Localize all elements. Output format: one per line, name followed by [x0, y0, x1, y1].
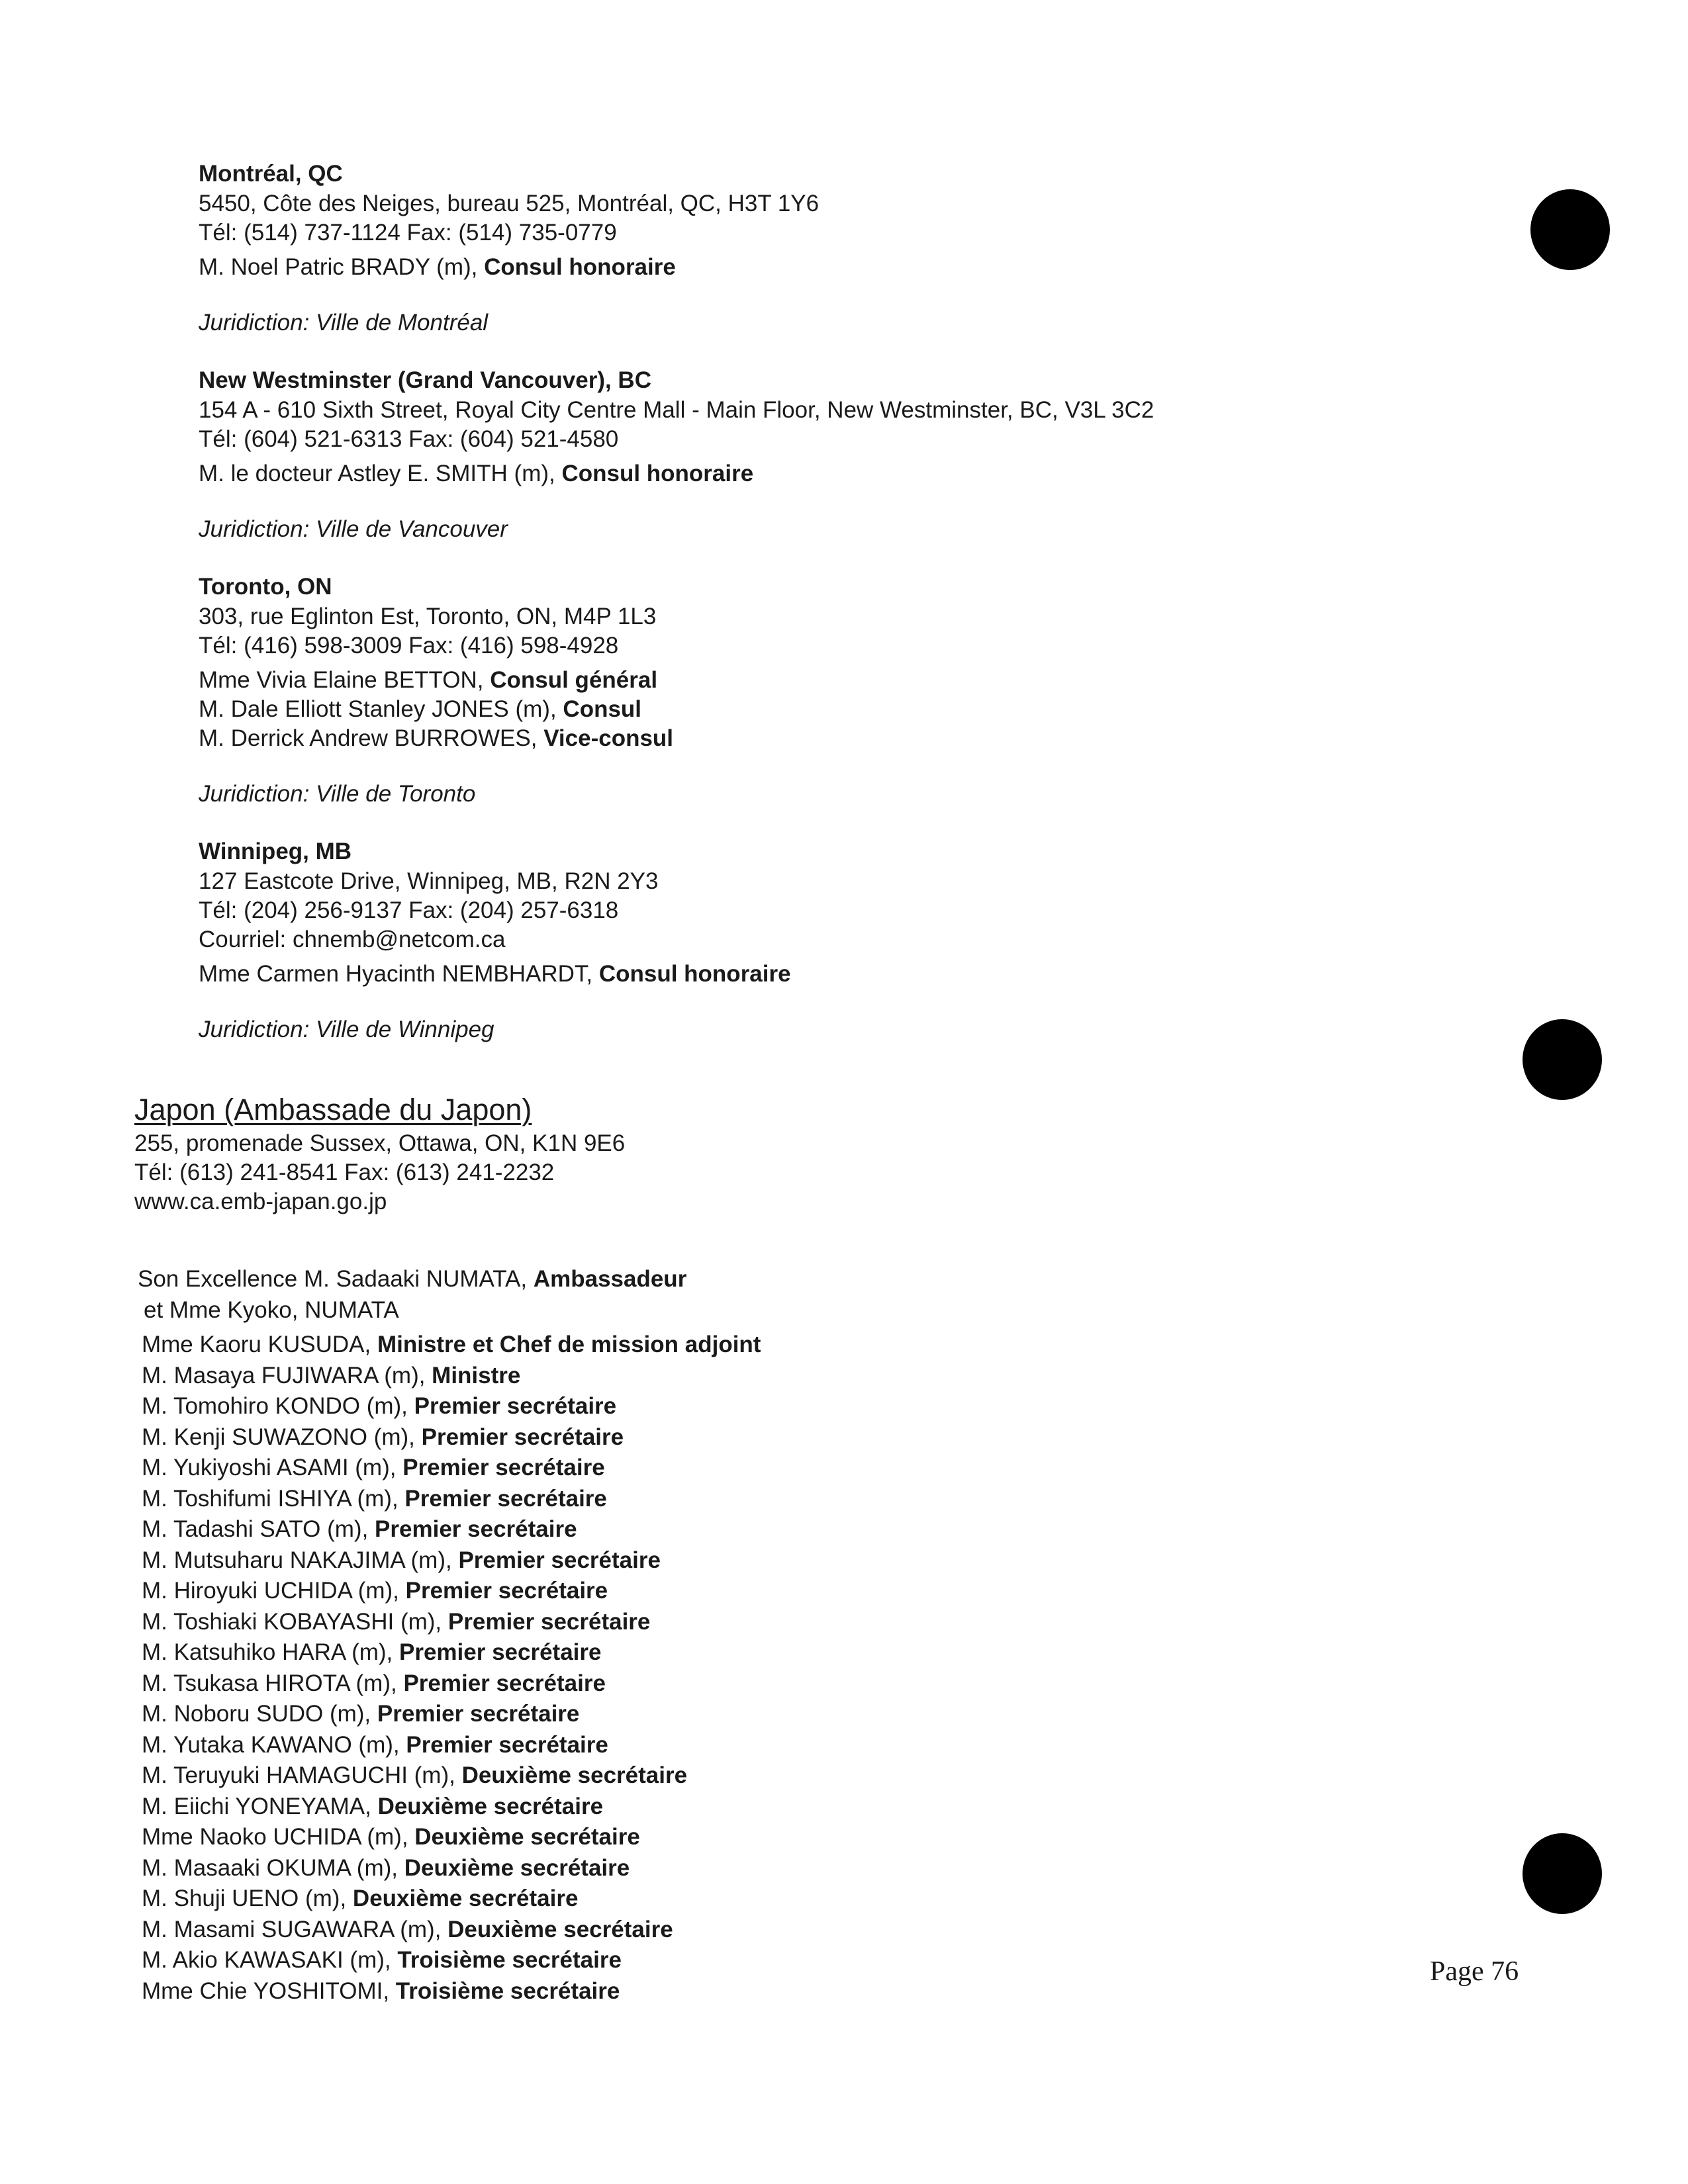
person-name: M. Hiroyuki UCHIDA (m), — [142, 1578, 406, 1604]
consulate-new-westminster — [199, 365, 1456, 544]
consulate-list — [199, 159, 1456, 1072]
staff-member — [134, 1545, 1392, 1576]
ambassador-spouse: et Mme Kyoko, NUMATA — [144, 1297, 399, 1323]
person-title: Vice-consul — [543, 725, 674, 751]
person-title: Premier secrétaire — [414, 1393, 617, 1419]
person-name: M. Tsukasa HIROTA (m), — [142, 1670, 404, 1696]
embassy-staff-list — [134, 1264, 1392, 2007]
consulate-winnipeg — [199, 837, 1456, 1044]
person-entry — [199, 459, 1456, 488]
person-title: Premier secrétaire — [402, 1455, 605, 1480]
person-title: Premier secrétaire — [377, 1701, 580, 1727]
person-name: M. Yutaka KAWANO (m), — [142, 1731, 406, 1758]
person-title: Deuxième secrétaire — [404, 1854, 630, 1881]
staff-member — [134, 1484, 1392, 1515]
staff-member — [134, 1699, 1392, 1730]
office-email: Courriel: chnemb@netcom.ca — [199, 927, 506, 952]
staff-member — [134, 1330, 1392, 1361]
person-entry — [199, 695, 1456, 724]
person-name: M. Tadashi SATO (m), — [142, 1516, 375, 1542]
embassy-japan — [134, 1091, 1392, 2007]
staff-member — [134, 1945, 1392, 1976]
office-address: 154 A - 610 Sixth Street, Royal City Centre Mall - Main Floor, New Westminster, BC, V3L 3C2 — [199, 397, 1154, 423]
person-name: Mme Naoko UCHIDA (m), — [142, 1824, 415, 1850]
binder-hole-icon — [1523, 1833, 1602, 1914]
person-title: Ambassadeur — [533, 1266, 687, 1292]
person-name: M. Kenji SUWAZONO (m), — [142, 1424, 422, 1450]
person-name: M. Dale Elliott Stanley JONES (m), — [199, 696, 563, 722]
staff-member — [134, 1453, 1392, 1484]
office-city: Toronto, ON — [199, 574, 332, 600]
binder-hole-icon — [1530, 189, 1610, 270]
person-title: Premier secrétaire — [403, 1670, 606, 1696]
person-title: Consul honoraire — [561, 461, 754, 486]
person-title: Troisième secrétaire — [395, 1978, 620, 2004]
person-title: Premier secrétaire — [421, 1424, 624, 1450]
office-jurisdiction: Juridiction: Ville de Montréal — [199, 310, 489, 336]
staff-member — [134, 1853, 1392, 1884]
person-title: Deuxième secrétaire — [461, 1762, 688, 1788]
office-jurisdiction: Juridiction: Ville de Toronto — [199, 781, 476, 807]
office-address: 127 Eastcote Drive, Winnipeg, MB, R2N 2Y3 — [199, 868, 659, 894]
staff-member — [134, 1607, 1392, 1638]
person-name: Mme Vivia Elaine BETTON, — [199, 667, 491, 693]
person-name: M. Eiichi YONEYAMA, — [142, 1793, 378, 1819]
staff-member — [134, 1760, 1392, 1792]
person-entry — [199, 960, 1456, 989]
person-name: M. Noel Patric BRADY (m), — [199, 254, 485, 280]
staff-member — [134, 1514, 1392, 1545]
person-title: Consul honoraire — [484, 254, 676, 280]
embassy-address: 255, promenade Sussex, Ottawa, ON, K1N 9E6 — [134, 1130, 626, 1156]
office-jurisdiction: Juridiction: Ville de Winnipeg — [199, 1017, 494, 1042]
person-title: Deuxième secrétaire — [377, 1793, 604, 1819]
staff-member — [134, 1361, 1392, 1392]
staff-member — [134, 1576, 1392, 1607]
embassy-website: www.ca.emb-japan.go.jp — [134, 1189, 387, 1214]
person-entry — [199, 666, 1456, 695]
office-address: 303, rue Eglinton Est, Toronto, ON, M4P 1L3 — [199, 604, 657, 629]
office-phone: Tél: (604) 521-6313 Fax: (604) 521-4580 — [199, 426, 619, 452]
person-title: Premier secrétaire — [375, 1516, 577, 1542]
staff-member — [134, 1976, 1392, 2007]
staff-member — [134, 1637, 1392, 1668]
person-name: M. Yukiyoshi ASAMI (m), — [142, 1455, 403, 1480]
staff-member — [134, 1391, 1392, 1422]
person-name: M. Toshiaki KOBAYASHI (m), — [142, 1608, 448, 1635]
person-title: Premier secrétaire — [404, 1485, 607, 1512]
person-title: Premier secrétaire — [399, 1639, 602, 1665]
office-city: New Westminster (Grand Vancouver), BC — [199, 367, 651, 393]
person-name: M. Masami SUGAWARA (m), — [142, 1916, 448, 1942]
office-city: Winnipeg, MB — [199, 839, 352, 864]
office-city: Montréal, QC — [199, 161, 343, 187]
ambassador-entry — [134, 1264, 1392, 1295]
staff-member — [134, 1915, 1392, 1946]
person-name: M. Katsuhiko HARA (m), — [142, 1639, 399, 1665]
consulate-montreal — [199, 159, 1456, 338]
person-name: M. Masaaki OKUMA (m), — [142, 1854, 404, 1881]
person-title: Deuxième secrétaire — [352, 1886, 579, 1911]
person-title: Premier secrétaire — [447, 1608, 651, 1635]
person-entry — [199, 724, 1456, 753]
office-address: 5450, Côte des Neiges, bureau 525, Montréal, QC, H3T 1Y6 — [199, 191, 820, 216]
person-title: Premier secrétaire — [405, 1578, 608, 1604]
embassy-phone: Tél: (613) 241-8541 Fax: (613) 241-2232 — [134, 1160, 555, 1185]
person-name: M. Akio KAWASAKI (m), — [142, 1947, 398, 1973]
staff-member — [134, 1822, 1392, 1853]
person-name: Mme Kaoru KUSUDA, — [142, 1332, 377, 1357]
person-title: Consul — [563, 696, 642, 722]
person-name: M. le docteur Astley E. SMITH (m), — [199, 461, 562, 486]
person-name: Son Excellence M. Sadaaki NUMATA, — [138, 1266, 534, 1292]
person-name: M. Shuji UENO (m), — [142, 1886, 353, 1911]
office-phone: Tél: (514) 737-1124 Fax: (514) 735-0779 — [199, 220, 617, 246]
office-phone: Tél: (204) 256-9137 Fax: (204) 257-6318 — [199, 897, 619, 923]
person-title: Consul honoraire — [598, 961, 791, 987]
person-name: M. Masaya FUJIWARA (m), — [142, 1362, 432, 1388]
person-title: Deuxième secrétaire — [447, 1916, 673, 1942]
person-title: Consul général — [490, 667, 658, 693]
embassy-contact — [134, 1129, 1392, 1216]
staff-member — [134, 1668, 1392, 1700]
staff-member — [134, 1730, 1392, 1761]
person-name: M. Noboru SUDO (m), — [142, 1701, 377, 1727]
person-name: M. Tomohiro KONDO (m), — [142, 1393, 414, 1419]
page-number: Page 76 — [1430, 1956, 1519, 1987]
embassy-title: Japon (Ambassade du Japon) — [134, 1093, 532, 1126]
person-name: Mme Carmen Hyacinth NEMBHARDT, — [199, 961, 599, 987]
consulate-toronto — [199, 572, 1456, 809]
person-title: Troisième secrétaire — [397, 1947, 622, 1973]
person-title: Deuxième secrétaire — [414, 1824, 640, 1850]
office-jurisdiction: Juridiction: Ville de Vancouver — [199, 516, 508, 542]
staff-member — [134, 1792, 1392, 1823]
person-entry — [199, 253, 1456, 282]
person-name: M. Teruyuki HAMAGUCHI (m), — [142, 1762, 462, 1788]
binder-hole-icon — [1523, 1019, 1602, 1100]
person-name: M. Toshifumi ISHIYA (m), — [142, 1485, 405, 1512]
person-title: Premier secrétaire — [406, 1731, 608, 1758]
staff-member — [134, 1422, 1392, 1453]
staff-member — [134, 1884, 1392, 1915]
office-phone: Tél: (416) 598-3009 Fax: (416) 598-4928 — [199, 633, 619, 659]
person-name: M. Mutsuharu NAKAJIMA (m), — [142, 1547, 459, 1573]
person-title: Premier secrétaire — [458, 1547, 661, 1573]
person-name: M. Derrick Andrew BURROWES, — [199, 725, 544, 751]
person-title: Ministre et Chef de mission adjoint — [377, 1332, 761, 1357]
person-title: Ministre — [432, 1362, 521, 1388]
person-name: Mme Chie YOSHITOMI, — [142, 1978, 396, 2004]
